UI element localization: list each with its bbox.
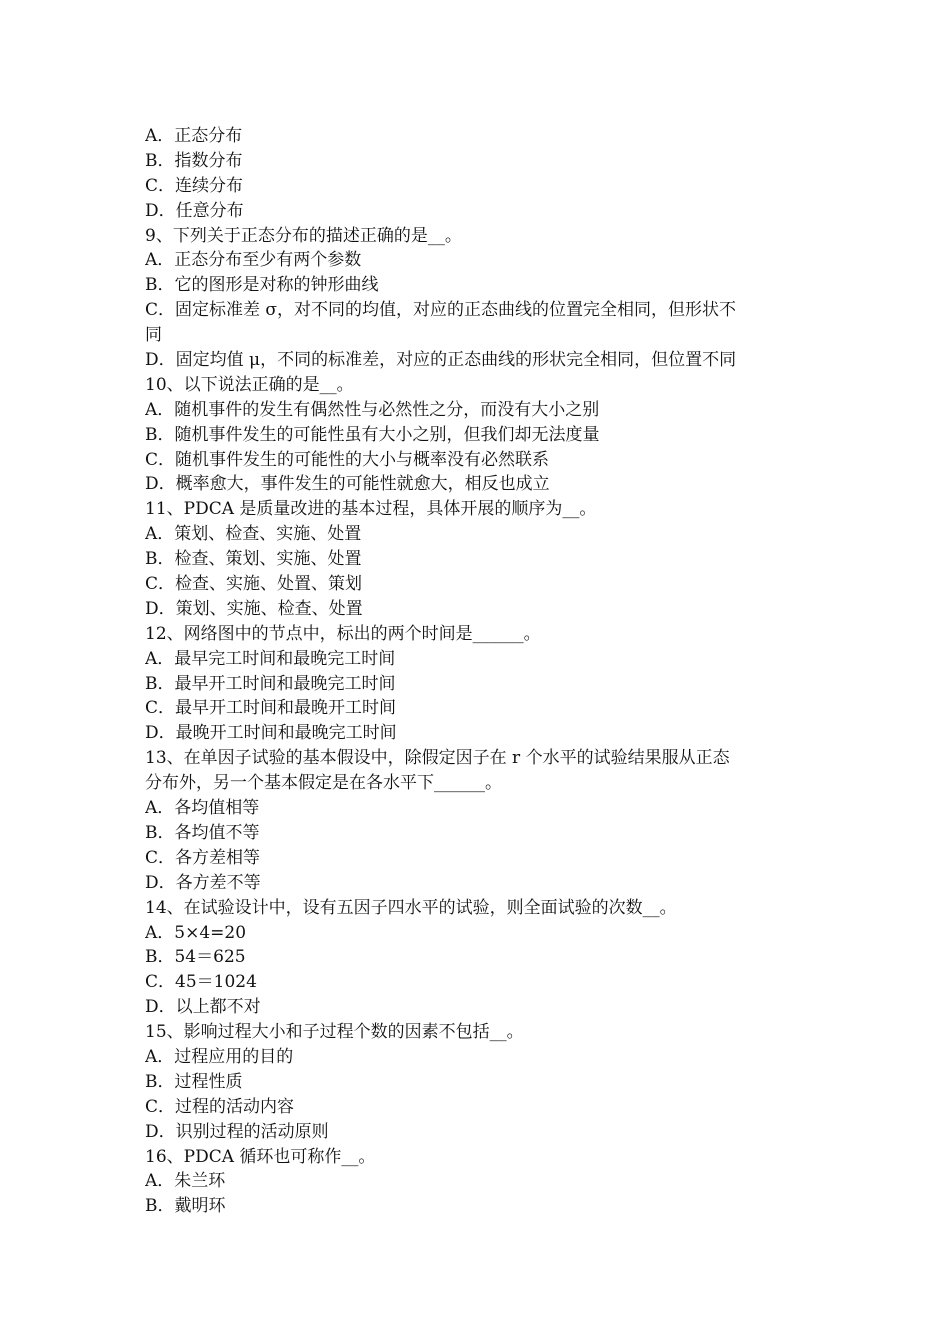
document-line: 13、在单因子试验的基本假设中，除假定因子在 r 个水平的试验结果服从正态 [145, 748, 730, 769]
document-line: A．正态分布 [145, 126, 243, 146]
document-line: 分布外，另一个基本假定是在各水平下______。 [145, 773, 502, 794]
document-line: C．连续分布 [145, 175, 244, 196]
document-line: D．识别过程的活动原则 [145, 1121, 329, 1142]
document-line: B．它的图形是对称的钟形曲线 [145, 275, 379, 296]
document-line: D．固定均值 μ，不同的标准差，对应的正态曲线的形状完全相同，但位置不同 [145, 350, 737, 371]
document-line: 14、在试验设计中，设有五因子四水平的试验，则全面试验的次数__。 [145, 897, 677, 918]
document-line: A．朱兰环 [145, 1171, 226, 1192]
document-line: 10、以下说法正确的是__。 [145, 374, 354, 395]
document-line: 同 [145, 325, 162, 346]
document-line: C．最早开工时间和最晚开工时间 [145, 698, 397, 719]
document-line: C．检查、实施、处置、策划 [145, 574, 363, 595]
document-line: B．54＝625 [145, 947, 246, 968]
document-line: 12、网络图中的节点中，标出的两个时间是______。 [145, 623, 541, 644]
document-line: B．指数分布 [145, 150, 243, 171]
document-line: C．随机事件发生的可能性的大小与概率没有必然联系 [145, 449, 550, 470]
document-line: A．最早完工时间和最晚完工时间 [145, 648, 396, 669]
document-line: C．过程的活动内容 [145, 1096, 295, 1117]
document-line: B．戴明环 [145, 1196, 226, 1217]
document-line: 9、下列关于正态分布的描述正确的是__。 [145, 225, 462, 246]
document-line: D．各方差不等 [145, 872, 261, 893]
document-line: 11、PDCA 是质量改进的基本过程，具体开展的顺序为__。 [145, 499, 597, 520]
document-line: A．各均值相等 [145, 798, 260, 819]
document-line: A．5×4=20 [145, 922, 247, 943]
document-line: C．固定标准差 σ，对不同的均值，对应的正态曲线的位置完全相同，但形状不 [145, 300, 737, 321]
document-line: B．随机事件发生的可能性虽有大小之别，但我们却无法度量 [145, 424, 600, 445]
document-line: D．策划、实施、检查、处置 [145, 598, 363, 619]
document-line: D．以上都不对 [145, 997, 261, 1018]
document-line: A．策划、检查、实施、处置 [145, 524, 362, 545]
document-line: D．任意分布 [145, 200, 244, 221]
document-line: C．各方差相等 [145, 847, 261, 868]
document-line: 16、PDCA 循环也可称作__。 [145, 1146, 376, 1167]
document-line: B．最早开工时间和最晚完工时间 [145, 673, 396, 694]
document-line: D．最晚开工时间和最晚完工时间 [145, 723, 397, 744]
document-line: D．概率愈大，事件发生的可能性就愈大，相反也成立 [145, 474, 550, 495]
document-line: A．随机事件的发生有偶然性与必然性之分，而没有大小之别 [145, 399, 600, 420]
document-line: 15、影响过程大小和子过程个数的因素不包括__。 [145, 1022, 524, 1043]
document-text-body [145, 124, 810, 1219]
document-line: B．检查、策划、实施、处置 [145, 549, 362, 570]
document-line: B．各均值不等 [145, 822, 260, 843]
document-line: A．过程应用的目的 [145, 1046, 294, 1067]
document-line: C．45＝1024 [145, 972, 257, 993]
document-line: B．过程性质 [145, 1071, 243, 1092]
document-line: A．正态分布至少有两个参数 [145, 250, 362, 271]
